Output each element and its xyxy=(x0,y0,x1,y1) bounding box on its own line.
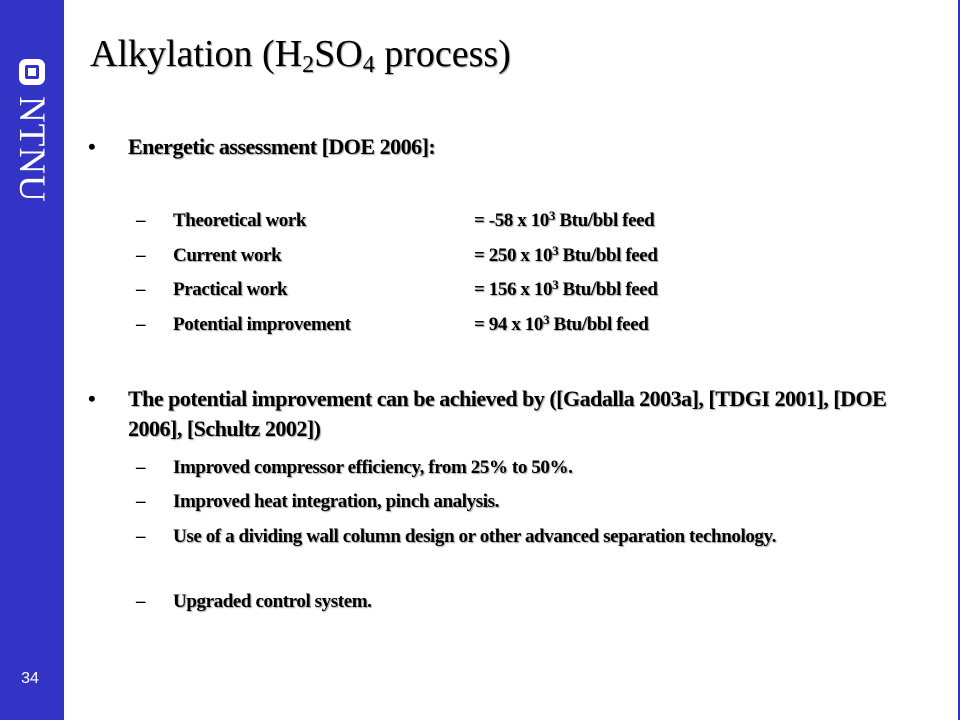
item-value: = 156 x $10^3$ Btu/bbl feed xyxy=(474,277,658,300)
bullet-marker: • xyxy=(88,386,96,411)
list-item: Improved heat integration, pinch analysis. xyxy=(173,491,499,512)
ntnu-logo-icon xyxy=(18,58,46,86)
dash-marker: – xyxy=(136,491,146,512)
section-heading-potential-improvement: The potential improvement can be achieved by ([Gadalla 2003a], [TDGI 2001], [DOE 2006], [Schultz 2002]) xyxy=(128,386,887,441)
dash-marker: – xyxy=(136,526,146,547)
item-label: Potential improvement xyxy=(173,314,351,335)
dash-marker: – xyxy=(136,314,146,335)
sidebar xyxy=(0,0,64,720)
slide-title: Alkylation ($H_2SO_4$ process) xyxy=(90,33,511,78)
dash-marker: – xyxy=(136,245,146,266)
list-item: Use of a dividing wall column design or other advanced separation technology. xyxy=(173,526,776,547)
dash-marker: – xyxy=(136,210,146,231)
dash-marker: – xyxy=(136,591,146,612)
dash-marker: – xyxy=(136,279,146,300)
list-item: Improved compressor efficiency, from 25% to 50%. xyxy=(173,457,573,478)
item-label: Current work xyxy=(173,245,282,266)
ntnu-logo-text: NTNU xyxy=(11,96,52,203)
list-item: Upgraded control system. xyxy=(173,591,372,612)
item-value: = 94 x $10^3$ Btu/bbl feed xyxy=(474,312,649,335)
section-heading-energetic-assessment: Energetic assessment [DOE 2006]: xyxy=(128,134,436,159)
page-number: 34 xyxy=(21,670,39,687)
dash-marker: – xyxy=(136,457,146,478)
bullet-marker: • xyxy=(88,134,96,159)
item-label: Practical work xyxy=(173,279,288,300)
item-value: = 250 x $10^3$ Btu/bbl feed xyxy=(474,243,658,266)
item-value: = -58 x $10^3$ Btu/bbl feed xyxy=(474,208,655,231)
item-label: Theoretical work xyxy=(173,210,307,231)
